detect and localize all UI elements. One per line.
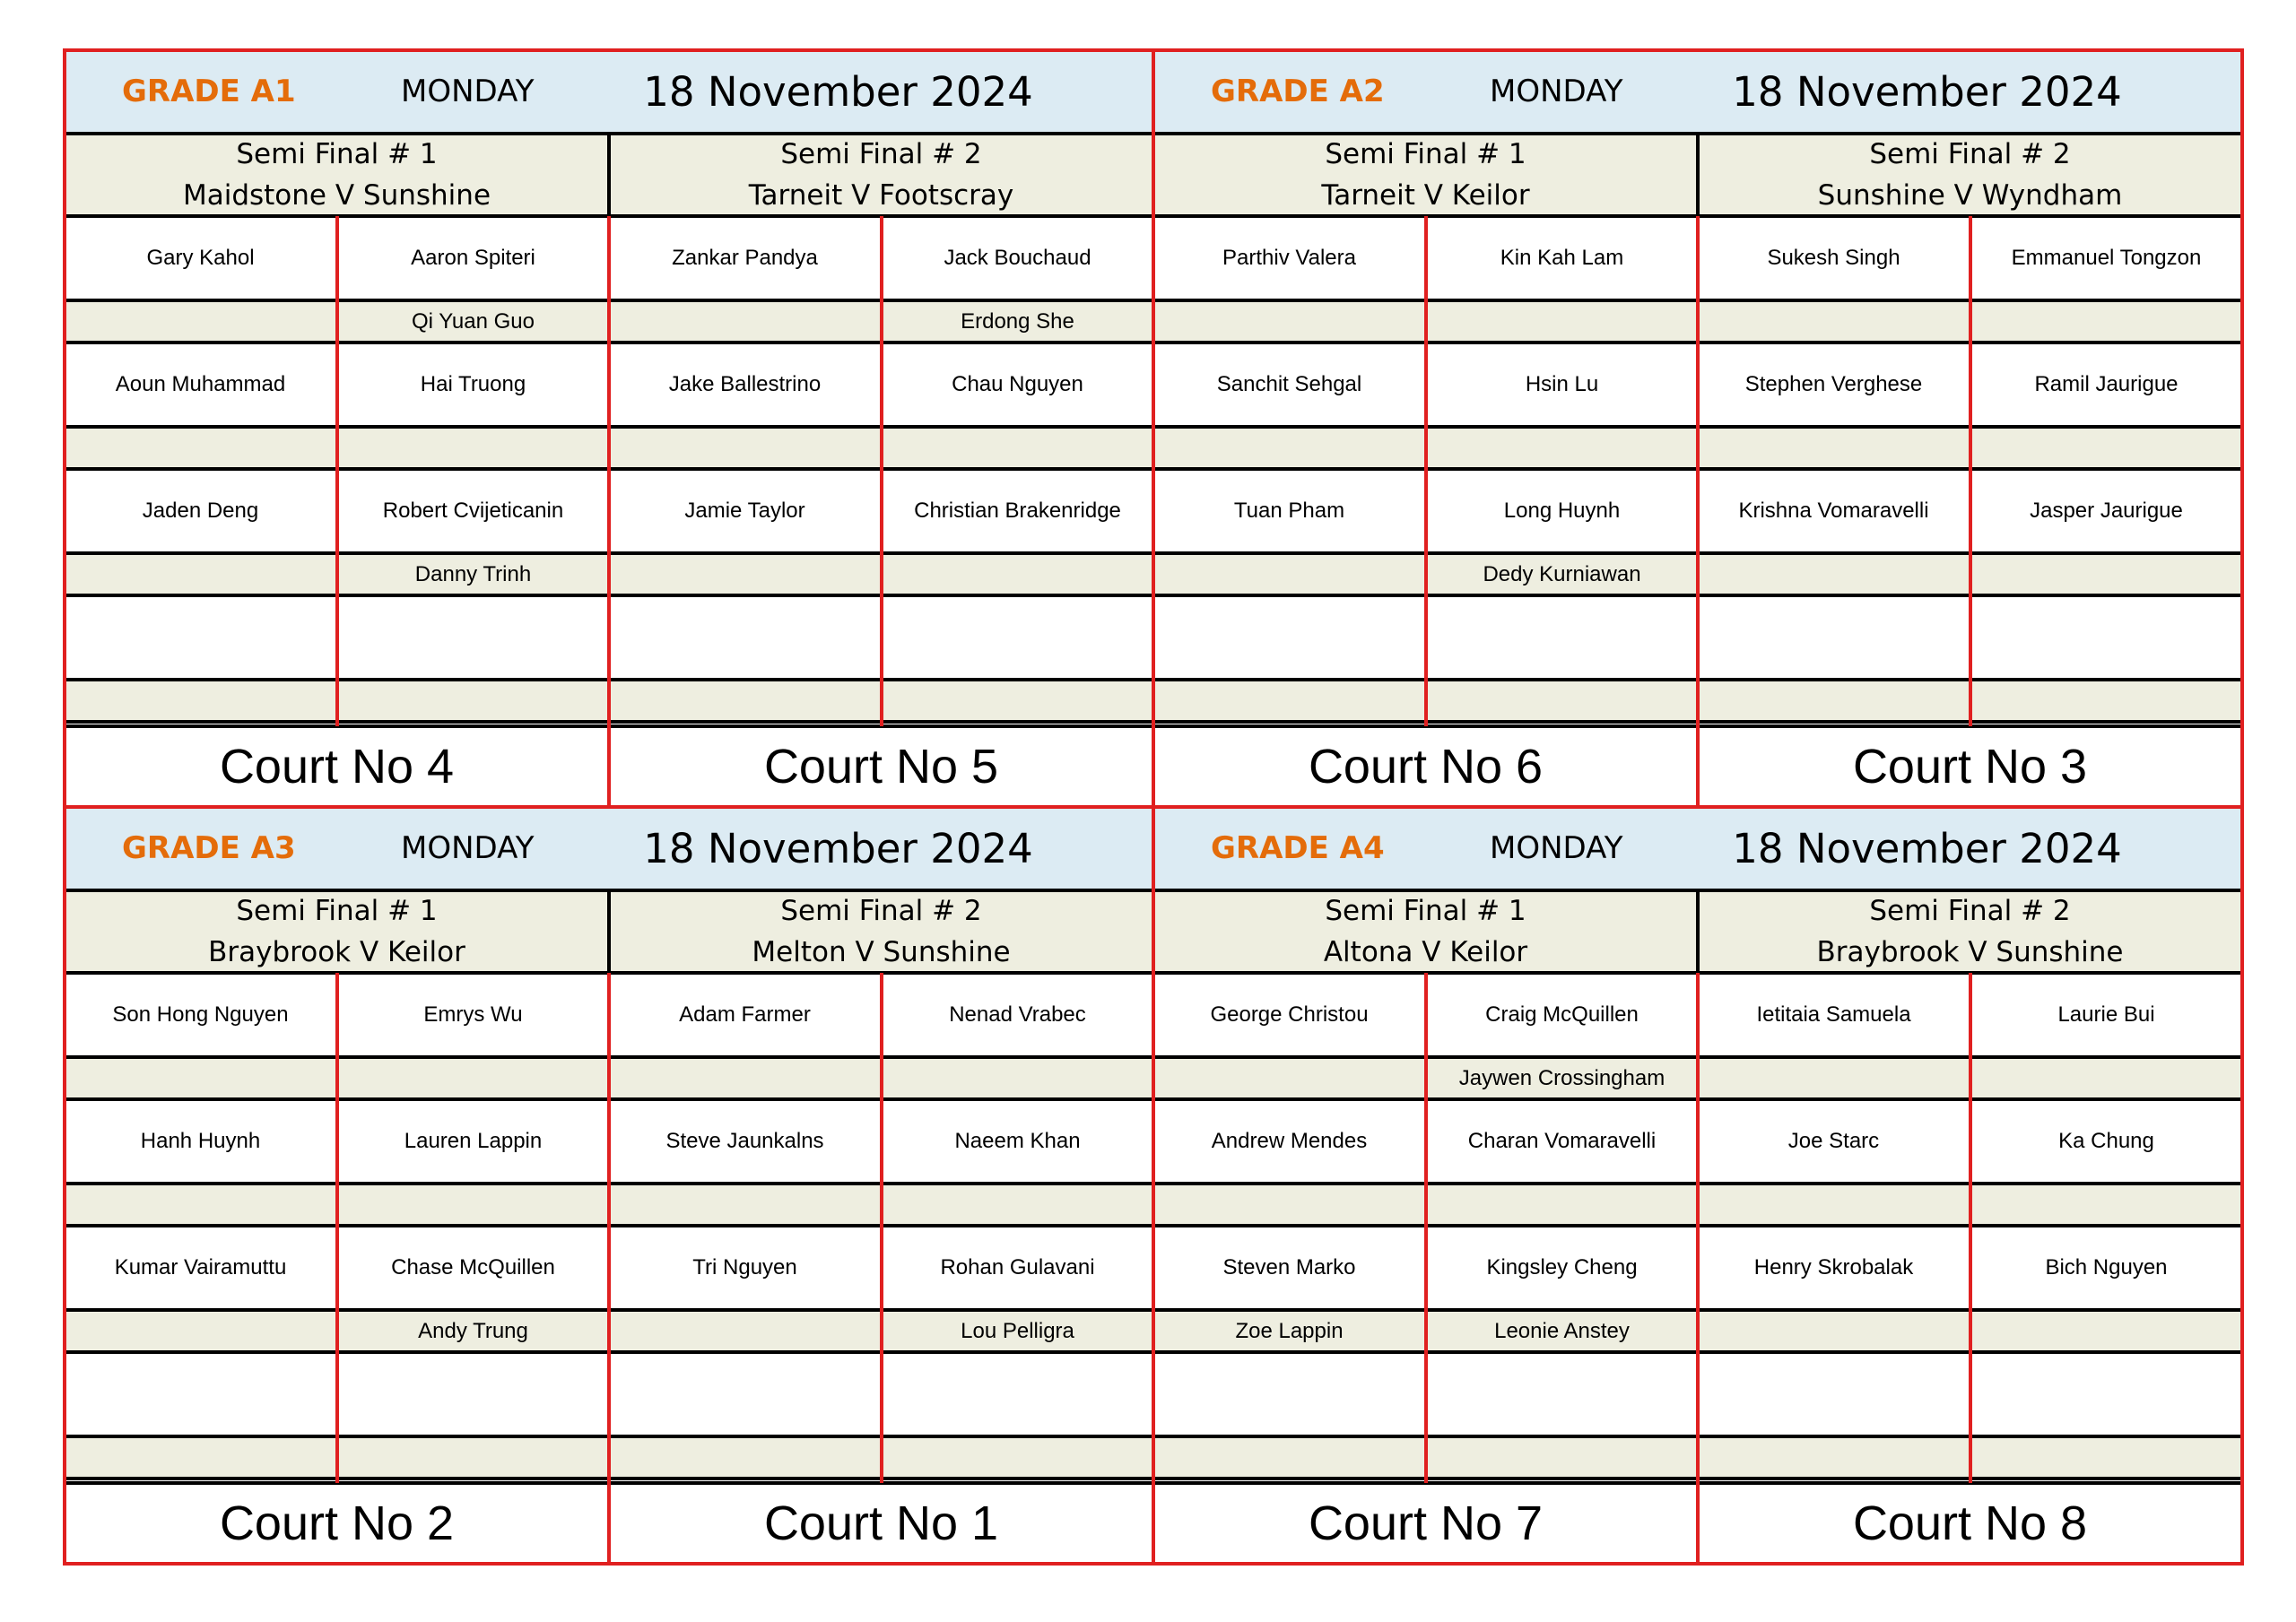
date-label: 18 November 2024 bbox=[1732, 68, 2122, 116]
semi-final-header bbox=[1698, 890, 2242, 973]
player-cell bbox=[1426, 1352, 1698, 1436]
player-cell: Emmanuel Tongzon bbox=[2011, 245, 2202, 270]
substitute-cell bbox=[1698, 1310, 1970, 1352]
court-number: Court No 6 bbox=[1308, 740, 1544, 794]
court-number: Court No 8 bbox=[1852, 1496, 2088, 1550]
player-cell bbox=[337, 1352, 609, 1436]
table-rule bbox=[1696, 216, 1700, 807]
player-cell: Lauren Lappin bbox=[404, 1128, 543, 1153]
substitute-cell bbox=[1153, 553, 1425, 595]
semi-final-title: Semi Final # 1 bbox=[236, 895, 438, 927]
sheet-border bbox=[63, 48, 66, 1566]
player-cell: Aaron Spiteri bbox=[411, 245, 535, 270]
substitute-cell bbox=[1970, 427, 2242, 469]
substitute-cell: Dedy Kurniawan bbox=[1426, 553, 1698, 595]
substitute-cell bbox=[337, 1057, 609, 1099]
match-teams: Melton V Sunshine bbox=[752, 936, 1011, 968]
grade-header bbox=[65, 807, 1153, 890]
day-label: MONDAY bbox=[401, 74, 535, 109]
table-rule bbox=[607, 134, 611, 216]
grade-header bbox=[1153, 807, 2242, 890]
match-teams: Braybrook V Keilor bbox=[208, 936, 465, 968]
substitute-cell bbox=[1426, 1436, 1698, 1479]
player-cell: Stephen Verghese bbox=[1744, 371, 1923, 396]
sheet-border bbox=[2240, 48, 2244, 1566]
semi-final-title: Semi Final # 1 bbox=[1325, 138, 1526, 170]
substitute-cell bbox=[1970, 1436, 2242, 1479]
player-cell: Hai Truong bbox=[420, 371, 526, 396]
player-cell: Parthiv Valera bbox=[1222, 245, 1356, 270]
player-cell: Krishna Vomaravelli bbox=[1738, 498, 1929, 523]
semi-final-header bbox=[1153, 890, 1698, 973]
player-cell bbox=[1970, 1352, 2242, 1436]
player-cell: Robert Cvijeticanin bbox=[382, 498, 564, 523]
player-cell bbox=[65, 595, 336, 679]
court-number: Court No 2 bbox=[219, 1496, 455, 1550]
substitute-cell bbox=[609, 427, 881, 469]
semi-final-title: Semi Final # 2 bbox=[780, 138, 982, 170]
player-cell: Christian Brakenridge bbox=[914, 498, 1121, 523]
court-number: Court No 7 bbox=[1308, 1496, 1544, 1550]
substitute-cell bbox=[1698, 1057, 1970, 1099]
player-cell: Joe Starc bbox=[1787, 1128, 1880, 1153]
date-label: 18 November 2024 bbox=[643, 825, 1033, 872]
player-cell: George Christou bbox=[1210, 1002, 1369, 1027]
substitute-cell bbox=[609, 1184, 881, 1226]
table-rule bbox=[1424, 216, 1428, 726]
table-rule bbox=[607, 216, 611, 807]
player-cell: Jasper Jaurigue bbox=[2030, 498, 2183, 523]
player-cell: Tri Nguyen bbox=[692, 1254, 797, 1279]
player-cell bbox=[65, 1352, 336, 1436]
table-rule bbox=[1696, 973, 1700, 1564]
substitute-cell: Lou Pelligra bbox=[882, 1310, 1153, 1352]
substitute-cell: Zoe Lappin bbox=[1153, 1310, 1425, 1352]
table-rule bbox=[880, 973, 883, 1483]
substitute-cell bbox=[882, 1436, 1153, 1479]
substitute-cell bbox=[1153, 300, 1425, 343]
substitute-cell bbox=[337, 427, 609, 469]
table-rule bbox=[1424, 973, 1428, 1483]
substitute-cell bbox=[1970, 1184, 2242, 1226]
player-cell: Rohan Gulavani bbox=[940, 1254, 1095, 1279]
match-teams: Altona V Keilor bbox=[1323, 936, 1528, 968]
substitute-cell bbox=[882, 1057, 1153, 1099]
substitute-cell bbox=[337, 680, 609, 722]
semi-final-header bbox=[609, 134, 1153, 216]
substitute-cell: Danny Trinh bbox=[337, 553, 609, 595]
player-cell bbox=[337, 595, 609, 679]
substitute-cell bbox=[882, 680, 1153, 722]
substitute-cell bbox=[609, 300, 881, 343]
substitute-cell bbox=[65, 300, 336, 343]
substitute-cell bbox=[65, 1184, 336, 1226]
player-cell: Emrys Wu bbox=[423, 1002, 523, 1027]
substitute-cell bbox=[1426, 680, 1698, 722]
player-cell: Zankar Pandya bbox=[672, 245, 818, 270]
substitute-cell bbox=[609, 553, 881, 595]
substitute-cell bbox=[1698, 1184, 1970, 1226]
semi-final-header bbox=[609, 890, 1153, 973]
court-number: Court No 3 bbox=[1852, 740, 2088, 794]
grade-panel bbox=[65, 50, 1153, 807]
player-cell: Jack Bouchaud bbox=[944, 245, 1091, 270]
player-cell: Aoun Muhammad bbox=[115, 371, 286, 396]
grade-label: GRADE A1 bbox=[122, 74, 296, 109]
semi-final-title: Semi Final # 2 bbox=[1869, 895, 2071, 927]
semi-final-title: Semi Final # 1 bbox=[1325, 895, 1526, 927]
substitute-cell: Andy Trung bbox=[337, 1310, 609, 1352]
player-cell bbox=[1698, 595, 1970, 679]
substitute-cell bbox=[65, 1057, 336, 1099]
substitute-cell bbox=[1970, 1057, 2242, 1099]
substitute-cell bbox=[1698, 1436, 1970, 1479]
player-cell: Son Hong Nguyen bbox=[112, 1002, 289, 1027]
player-cell: Naeem Khan bbox=[954, 1128, 1081, 1153]
substitute-cell: Leonie Anstey bbox=[1426, 1310, 1698, 1352]
day-label: MONDAY bbox=[1490, 830, 1623, 866]
substitute-cell bbox=[65, 1436, 336, 1479]
grade-header bbox=[1153, 50, 2242, 134]
substitute-cell bbox=[1426, 300, 1698, 343]
fixture-sheet bbox=[65, 50, 2242, 1564]
substitute-cell bbox=[1970, 300, 2242, 343]
grade-label: GRADE A3 bbox=[122, 830, 296, 866]
semi-final-title: Semi Final # 2 bbox=[780, 895, 982, 927]
substitute-cell: Jaywen Crossingham bbox=[1426, 1057, 1698, 1099]
player-cell: Jake Ballestrino bbox=[668, 371, 822, 396]
player-cell: Tuan Pham bbox=[1233, 498, 1345, 523]
substitute-cell bbox=[1698, 300, 1970, 343]
table-rule bbox=[607, 890, 611, 973]
player-cell: Hsin Lu bbox=[1525, 371, 1599, 396]
substitute-cell bbox=[1970, 553, 2242, 595]
player-cell: Nenad Vrabec bbox=[949, 1002, 1086, 1027]
semi-final-header bbox=[65, 134, 609, 216]
substitute-cell bbox=[1153, 1184, 1425, 1226]
court-number: Court No 1 bbox=[763, 1496, 999, 1550]
substitute-cell bbox=[609, 680, 881, 722]
substitute-cell bbox=[65, 427, 336, 469]
semi-final-header bbox=[1698, 134, 2242, 216]
substitute-cell bbox=[1698, 427, 1970, 469]
match-teams: Tarneit V Footscray bbox=[748, 179, 1014, 212]
player-cell: Craig McQuillen bbox=[1485, 1002, 1639, 1027]
table-rule bbox=[1696, 134, 1700, 216]
substitute-cell bbox=[1426, 1184, 1698, 1226]
substitute-cell bbox=[609, 1310, 881, 1352]
sheet-border bbox=[1152, 48, 1155, 1566]
player-cell: Gary Kahol bbox=[146, 245, 255, 270]
substitute-cell bbox=[1698, 680, 1970, 722]
substitute-cell bbox=[65, 680, 336, 722]
grade-panel bbox=[1153, 807, 2242, 1564]
grade-header bbox=[65, 50, 1153, 134]
player-cell: Charan Vomaravelli bbox=[1467, 1128, 1657, 1153]
player-cell: Ietitaia Samuela bbox=[1756, 1002, 1911, 1027]
player-cell: Henry Skrobalak bbox=[1753, 1254, 1914, 1279]
player-cell: Steven Marko bbox=[1222, 1254, 1356, 1279]
match-teams: Tarneit V Keilor bbox=[1321, 179, 1530, 212]
player-cell: Adam Farmer bbox=[679, 1002, 811, 1027]
player-cell: Ramil Jaurigue bbox=[2034, 371, 2179, 396]
substitute-cell bbox=[1153, 1057, 1425, 1099]
player-cell: Sanchit Sehgal bbox=[1216, 371, 1362, 396]
player-cell: Chase McQuillen bbox=[391, 1254, 555, 1279]
player-cell bbox=[1153, 595, 1425, 679]
player-cell: Kumar Vairamuttu bbox=[114, 1254, 287, 1279]
player-cell bbox=[1970, 595, 2242, 679]
substitute-cell bbox=[1153, 1436, 1425, 1479]
player-cell: Kin Kah Lam bbox=[1500, 245, 1624, 270]
semi-final-title: Semi Final # 2 bbox=[1869, 138, 2071, 170]
player-cell bbox=[1698, 1352, 1970, 1436]
player-cell: Kingsley Cheng bbox=[1486, 1254, 1638, 1279]
semi-final-header bbox=[65, 890, 609, 973]
date-label: 18 November 2024 bbox=[1732, 825, 2122, 872]
grade-label: GRADE A4 bbox=[1211, 830, 1385, 866]
player-cell bbox=[882, 1352, 1153, 1436]
substitute-cell: Erdong She bbox=[882, 300, 1153, 343]
court-number: Court No 5 bbox=[763, 740, 999, 794]
substitute-cell bbox=[882, 427, 1153, 469]
grade-label: GRADE A2 bbox=[1211, 74, 1385, 109]
substitute-cell bbox=[65, 553, 336, 595]
table-rule bbox=[1969, 216, 1972, 726]
substitute-cell bbox=[1970, 1310, 2242, 1352]
date-label: 18 November 2024 bbox=[643, 68, 1033, 116]
player-cell: Bich Nguyen bbox=[2045, 1254, 2168, 1279]
player-cell: Jaden Deng bbox=[142, 498, 259, 523]
table-rule bbox=[335, 973, 339, 1483]
player-cell: Ka Chung bbox=[2058, 1128, 2154, 1153]
substitute-cell bbox=[1153, 680, 1425, 722]
substitute-cell bbox=[337, 1184, 609, 1226]
player-cell bbox=[609, 1352, 881, 1436]
substitute-cell bbox=[65, 1310, 336, 1352]
player-cell: Laurie Bui bbox=[2057, 1002, 2155, 1027]
player-cell: Jamie Taylor bbox=[684, 498, 805, 523]
table-rule bbox=[607, 973, 611, 1564]
substitute-cell bbox=[1426, 427, 1698, 469]
substitute-cell bbox=[1153, 427, 1425, 469]
player-cell: Steve Jaunkalns bbox=[665, 1128, 824, 1153]
player-cell: Hanh Huynh bbox=[140, 1128, 261, 1153]
table-rule bbox=[1969, 973, 1972, 1483]
player-cell bbox=[882, 595, 1153, 679]
substitute-cell bbox=[882, 553, 1153, 595]
day-label: MONDAY bbox=[1490, 74, 1623, 109]
substitute-cell: Qi Yuan Guo bbox=[337, 300, 609, 343]
substitute-cell bbox=[609, 1057, 881, 1099]
substitute-cell bbox=[1970, 680, 2242, 722]
table-rule bbox=[1696, 890, 1700, 973]
player-cell: Chau Nguyen bbox=[952, 371, 1083, 396]
player-cell: Sukesh Singh bbox=[1767, 245, 1900, 270]
match-teams: Braybrook V Sunshine bbox=[1816, 936, 2124, 968]
substitute-cell bbox=[609, 1436, 881, 1479]
day-label: MONDAY bbox=[401, 830, 535, 866]
grade-panel bbox=[65, 807, 1153, 1564]
substitute-cell bbox=[1698, 553, 1970, 595]
substitute-cell bbox=[882, 1184, 1153, 1226]
semi-final-title: Semi Final # 1 bbox=[236, 138, 438, 170]
court-number: Court No 4 bbox=[219, 740, 455, 794]
substitute-cell bbox=[337, 1436, 609, 1479]
grade-panel bbox=[1153, 50, 2242, 807]
player-cell: Andrew Mendes bbox=[1211, 1128, 1368, 1153]
table-rule bbox=[335, 216, 339, 726]
player-cell bbox=[1426, 595, 1698, 679]
semi-final-header bbox=[1153, 134, 1698, 216]
player-cell bbox=[1153, 1352, 1425, 1436]
table-rule bbox=[880, 216, 883, 726]
match-teams: Maidstone V Sunshine bbox=[182, 179, 491, 212]
player-cell bbox=[609, 595, 881, 679]
match-teams: Sunshine V Wyndham bbox=[1817, 179, 2123, 212]
player-cell: Long Huynh bbox=[1503, 498, 1621, 523]
